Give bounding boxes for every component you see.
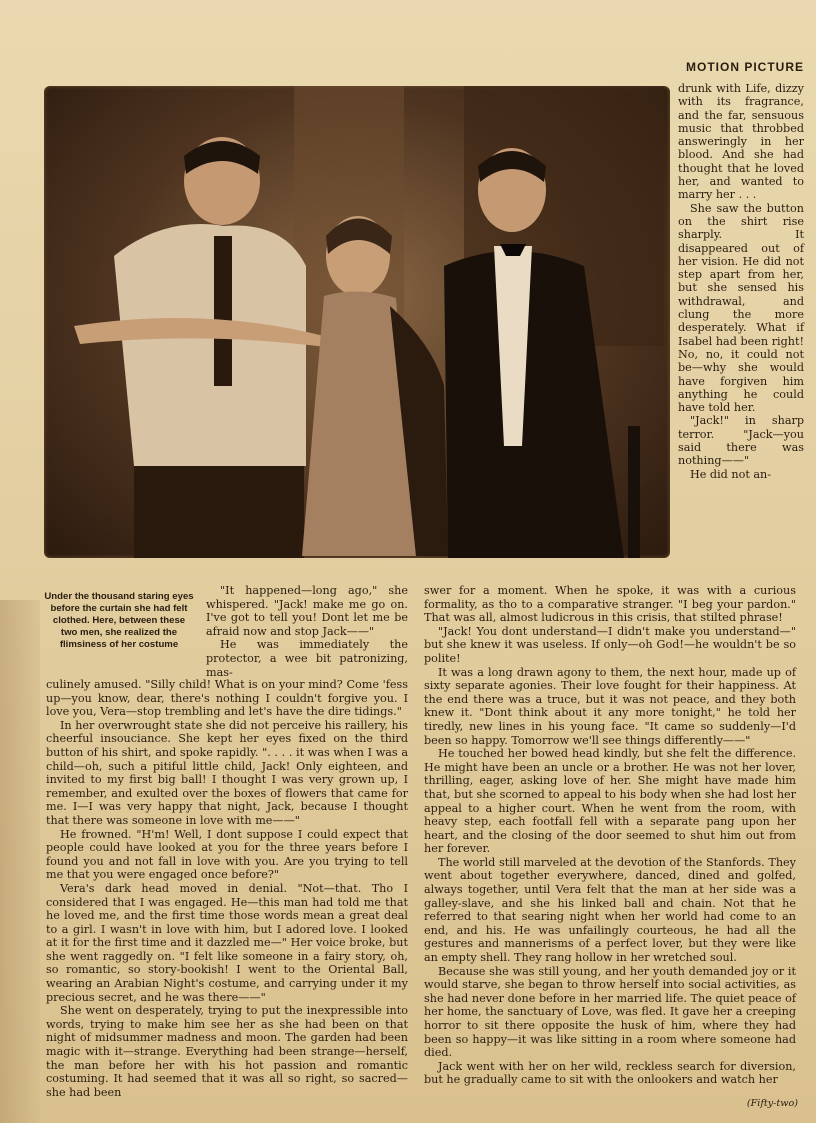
- paragraph: She saw the button on the shirt rise sharply. It disappeared out of her vision. He did not step apart from her, but she sensed his withdrawal, and clung the more desperately. What if Isabel had been right! No, no, it could not be—why she would have forgiven him anything he could have told her.: [678, 201, 804, 415]
- film-still-photo: [44, 86, 670, 558]
- film-still-illustration: [44, 86, 670, 558]
- paper-stain: [0, 600, 40, 1123]
- paragraph: drunk with Life, dizzy with its fragrance, and the far, sensuous music that throbbed answeringly in her blood. And she had thought that he loved her, and wanted to marry her . . .: [678, 82, 804, 202]
- paragraph: He did not an-: [690, 467, 772, 481]
- paragraph: "Jack!" in sharp terror. "Jack—you said there was nothing——": [678, 414, 804, 468]
- page-number: (Fifty-two): [746, 1098, 798, 1109]
- right-text-column: [424, 584, 796, 1087]
- side-text-column: [678, 82, 804, 481]
- running-header: MOTION PICTURE: [686, 60, 804, 74]
- paragraph: In her overwrought state she did not perceive his raillery, his cheerful insouciance. She kept her eyes fixed on the third button of his shirt, and spoke rapidly. ". . . . it was when I was a child—oh, such a pitiful little child, Jack! Only eighteen, and invited to my first big ball! I thought I was very grown up, I remember, and exulted over the boxes of flowers that came for me. I—I was very happy that night, Jack, because I thought that there was someone in love with me——": [46, 718, 408, 827]
- paragraph: It was a long drawn agony to them, the next hour, made up of sixty separate agonies. Their love fought for their happiness. At the end there was a truce, but it was not peace, and they both knew it. "Dont think about it any more tonight," he told her tiredly, new lines in his young face. "It came so suddenly—I'd been so happy. Tomorrow we'll see things differently——": [424, 665, 796, 747]
- paragraph: She went on desperately, trying to put the inexpressible into words, trying to make him see her as she had been on that night of midsummer madness and moon. The garden had been magic with it—strange. Everything had been strange—herself, the man before her with his hot passion and romantic costuming. It had seemed that it was all so right, so sacred—she had been: [46, 1004, 408, 1099]
- photo-caption: Under the thousand staring eyes before the curtain she had felt clothed. Here, between these two men, she realized the flimsiness of her costume: [44, 591, 194, 650]
- paragraph: culinely amused. "Silly child! What is on your mind? Come 'fess up—you know, dear, there's nothing I couldn't forgive you. I love you, Vera—stop trembling and let's have the dire tidings.": [46, 678, 408, 719]
- paragraph: He frowned. "H'm! Well, I dont suppose I could expect that people could have looked at you for the three years before I found you and not fall in love with you. Are you trying to tell me that you were engaged once before?": [46, 827, 408, 882]
- middle-text-column: [46, 678, 408, 1099]
- paragraph: Jack went with her on her wild, reckless search for diversion, but he gradually came to sit with the onlookers and watch her: [424, 1059, 796, 1087]
- paragraph: Because she was still young, and her youth demanded joy or it would starve, she began to throw herself into social activities, as she had never done before in her married life. The quiet peace of her home, the sanctuary of Love, was fled. It gave her a creeping horror to sit there opposite the husk of him, where they had been so happy—it was like sitting in a room where someone had died.: [424, 964, 796, 1060]
- paragraph: He was immediately the protector, a wee bit patronizing, mas-: [206, 638, 408, 679]
- paragraph: The world still marveled at the devotion of the Stanfords. They went about together everywhere, danced, dined and golfed, always together, until Vera felt that the man at her side was a galley-slave, and she his linked ball and chain. Not that he referred to that searing night when her world had come to an end, and his. He was unfailingly courteous, he had all the gestures and mannerisms of a perfect lover, but they were like an empty shell. They rang hollow in her wretched soul.: [424, 855, 796, 965]
- paragraph: He touched her bowed head kindly, but she felt the difference. He might have been an uncle or a brother. He was not her lover, thrilling, eager, asking love of her. She might have made him that, but she scorned to appeal to his body when she had lost her appeal to a higher court. When he went from the room, with heavy step, each footfall fell with a separate pang upon her heart, and the closing of the door seemed to shut him out from her forever.: [424, 747, 796, 856]
- paragraph: swer for a moment. When he spoke, it was with a curious formality, as tho to a comparative stranger. "I beg your pardon." That was all, almost ludicrous in this crisis, that stilted phrase!: [424, 584, 796, 625]
- paragraph: "It happened—long ago," she whispered. "Jack! make me go on. I've got to tell you! Dont let me be afraid now and stop Jack——": [206, 584, 408, 638]
- paragraph: Vera's dark head moved in denial. "Not—that. Tho I considered that I was engaged. He—this man had told me that he loved me, and the first time those words mean a great deal to a girl. I wasn't in love with him, but I adored love. I looked at it for the first time and it dazzled me—" Her voice broke, but she went raggedly on. "I felt like someone in a fairy story, oh, so romantic, so story-bookish! I went to the Oriental Ball, wearing an Arabian Night's costume, and carrying under it my precious secret, and he was there——": [46, 881, 408, 1004]
- middle-text-narrow: [206, 584, 408, 679]
- paragraph: "Jack! You dont understand—I didn't make you understand—" but she knew it was useless. If only—oh God!—he wouldn't be so polite!: [424, 624, 796, 665]
